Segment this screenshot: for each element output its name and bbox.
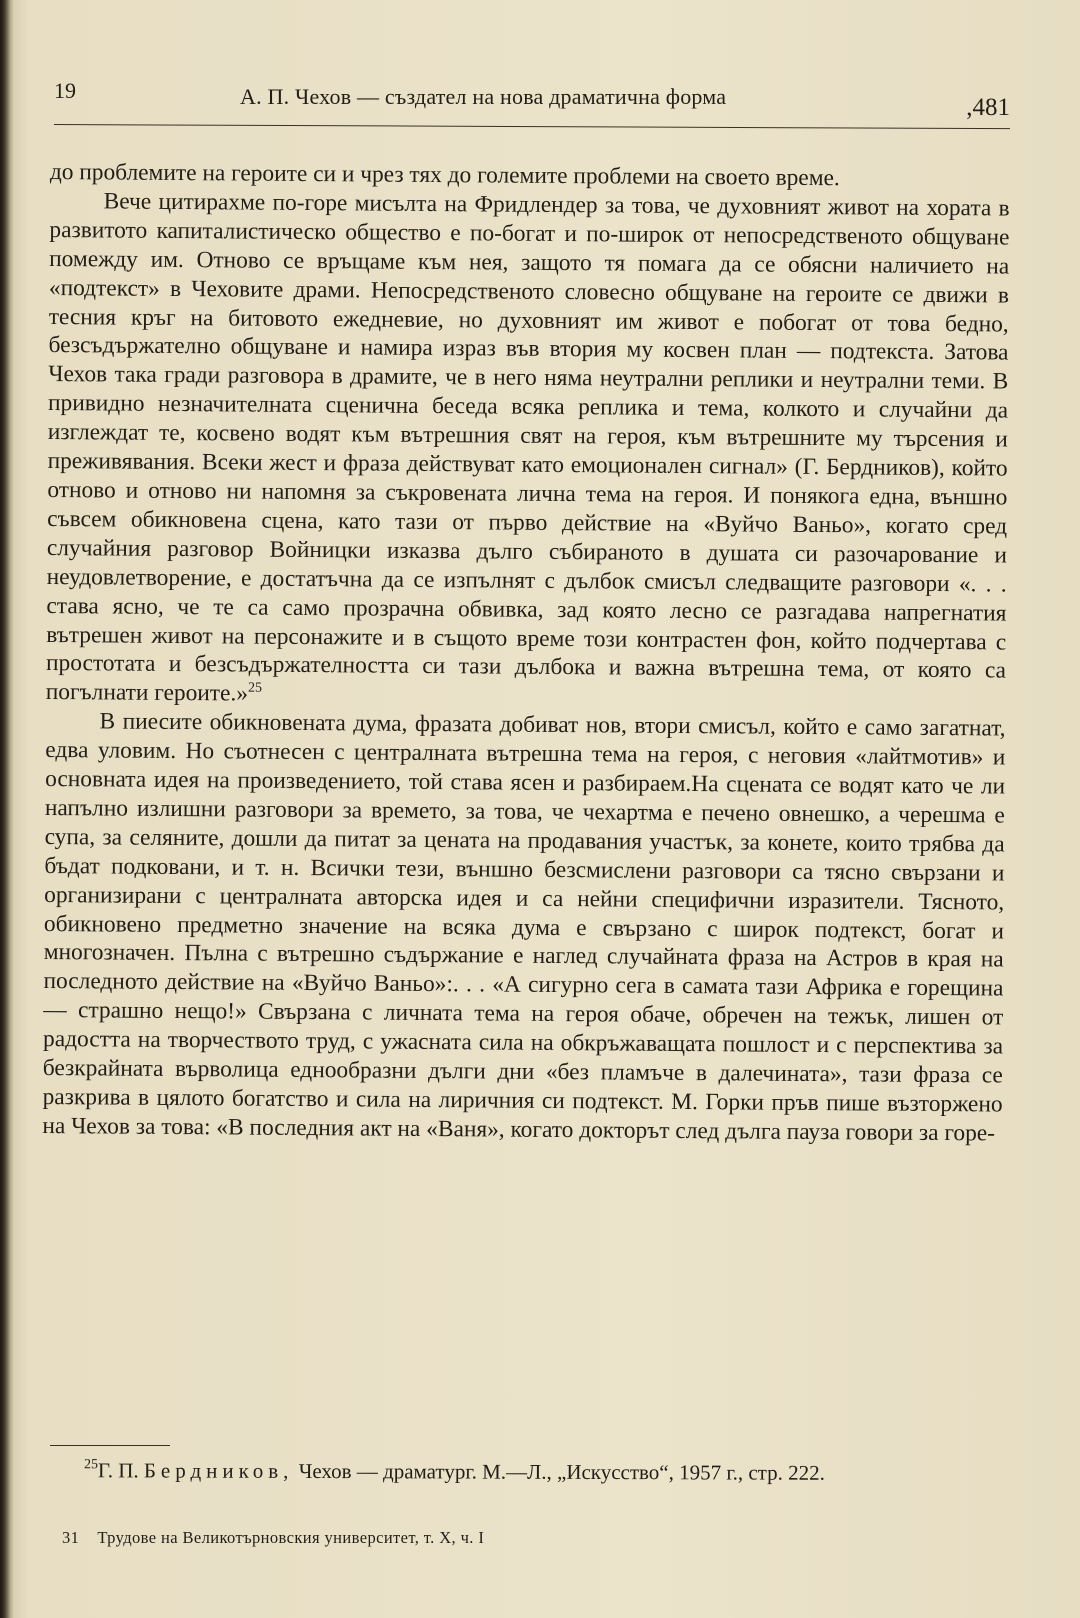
- footnote-reference: 25: [247, 680, 263, 696]
- page-gutter-shadow: [0, 0, 10, 1618]
- signature-line-number: 31: [62, 1528, 80, 1547]
- page-header: [54, 74, 1010, 121]
- running-title: А. П. Чехов — създател на нова драматична форма: [240, 84, 727, 109]
- footnote-rule: [50, 1445, 170, 1446]
- paragraph-1: до проблемите на героите си и чрез тях до големите проблеми на своето време.: [49, 158, 840, 192]
- footnote: [24, 1458, 1000, 1486]
- footnote-author: Бердников,: [143, 1458, 294, 1483]
- header-rule: [54, 124, 1010, 129]
- paragraph-3: В пиесите обикновената дума, фразата добиват нов, втори смисъл, който е само загатнат, едва уловим. Но съотнесен с централната вътрешна тема на героя, с неговия «лайтмотив» и основната идея на произведението, той става ясен и разбираем.На сцената се водят като че ли напълно излишни разговори за времето, за това, че чехартма е печено овнешко, а черешма е супа, за селяните, дошли да питат за цената на продавания участък, за конете, които трябва да бъдат подковани, и т. н. Всички тези, външно безсмислени разговори са тясно свързани и организирани с централната авторска идея и са нейни специфични изразители. Тясното, обикновено предметно значение на всяка дума е свързано с широк подтекст, богат и многозначен. Пълна с вътрешно съдържание е наглед случайната фраза на Астров в края на последното действие на «Вуйчо Ваньо»:. . . «А сигурно сега в самата тази Африка е горещина — страшно нещо!» Свързана с личната тема на героя обаче, обречен на тежък, лишен от радостта на творчеството труд, с ужасната сила на обкръжаващата пошлост и с перспектива за безкрайната върволица еднообразни дълги дни «без пламъче в далечината», тази фраза се разкрива в цялото богатство и сила на лиричния си подтекст. М. Горки пръв пише възторжено на Чехов за това: «В последния акт на «Ваня», когато докторът след дълга пауза говори за горе-: [42, 708, 1006, 1147]
- page-number: ,481: [966, 94, 1010, 121]
- paragraph-2: [46, 187, 1010, 715]
- footnote-number: 25: [83, 1457, 99, 1473]
- footnote-citation: Чехов — драматург. М.—Л., „Искусство“, 1957 г., стр. 222.: [293, 1458, 825, 1485]
- signature-line: [62, 1528, 484, 1548]
- paragraph-2-text: Вече цитирахме по-горе мисълта на Фридлендер за това, че духовният живот на хората в развитото капиталистическо общество е по-богат и по-широк от непосредственото общуване помежду им. Отново се връщаме към нея, защото тя помага да се обясни наличието на «подтекст» в Чеховите драми. Непосредственото словесно общуване на героите се движи в тесния кръг на битовото ежедневие, но духовният им живот е побогат от това бедно, безсъдържателно общуване и намира израз във втория му косвен план — подтекста. Затова Чехов така гради разговора в драмите, че в него няма неутрални реплики и неутрални теми. В привидно незначителната сценична беседа всяка реплика и тема, колкото и случайни да изглеждат те, косвено водят към вътрешния свят на героя, към вътрешните му търсения и преживявания. Всеки жест и фраза действуват като емоционален сигнал» (Г. Бердников), който отново и отново ни напомня за съкровената лична тема на героя. И понякога една, външно съвсем обикновена сцена, като тази от първо действие на «Вуйчо Ваньо», когато сред случайния разговор Войницки изказва дълго събираното в душата си разочарование и неудовлетворение, е достатъчна да се изпълнят с дълбок смисъл следващите разговори «. . . става ясно, че те са само прозрачна обвивка, зад която лесно се разгадава напрегнатия вътрешен живот на персонажите и в същото време този контрастен фон, който подчертава с простотата и безсъдържателността си тази дълбока и важна вътрешна тема, от която са погълнати героите.»: [45, 188, 1010, 707]
- body-text: [42, 158, 1010, 1148]
- footnote-initials: Г. П.: [97, 1458, 139, 1483]
- signature-line-text: Трудове на Великотърновския университет, т. X, ч. I: [97, 1528, 485, 1547]
- signature-mark: 19: [54, 78, 76, 103]
